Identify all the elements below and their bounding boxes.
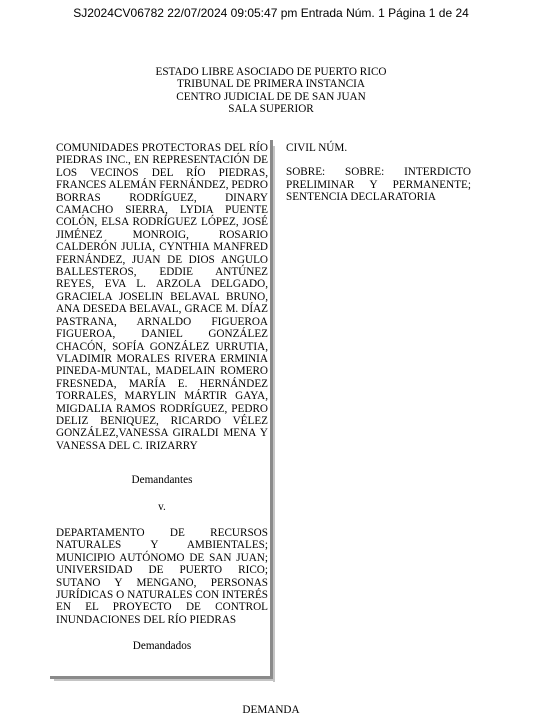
plaintiffs-role: Demandantes (131, 474, 193, 487)
court-line-chamber: SALA SUPERIOR (228, 103, 314, 116)
civil-number: CIVIL NÚM. (286, 142, 348, 154)
caption-parties (56, 142, 268, 653)
caption-vertical-rule-shadow (273, 146, 275, 682)
versus-label: v. (158, 500, 166, 513)
court-line-commonwealth: ESTADO LIBRE ASOCIADO DE PUERTO RICO (155, 66, 387, 78)
defendants-names: DEPARTAMENTO DE RECURSOS NATURALES Y AMBIENTALES; MUNICIPIO AUTÓNOMO DE SAN JUAN; UNIVERSIDAD DE PUERTO RICO; SUTANO Y MENGANO, PERSONAS JURÍDICAS O NATURALES CON INTERÉS EN EL PROYECTO DE CONTROL INUNDACIONES DEL RÍO PIEDRAS (56, 526, 268, 626)
case-matter: SOBRE: SOBRE: INTERDICTO PRELIMINAR Y PERMANENTE; SENTENCIA DECLARATORIA (286, 166, 471, 204)
document-title: DEMANDA (242, 704, 300, 716)
court-line-judicial-center: CENTRO JUDICIAL DE DE SAN JUAN (176, 90, 366, 103)
case-details (286, 142, 471, 204)
filing-stamp: SJ2024CV06782 22/07/2024 09:05:47 pm Entrada Núm. 1 Página 1 de 24 (73, 6, 469, 20)
court-heading (0, 66, 542, 116)
defendants-role: Demandados (132, 640, 192, 653)
court-line-tribunal: TRIBUNAL DE PRIMERA INSTANCIA (177, 78, 365, 91)
plaintiffs-names: COMUNIDADES PROTECTORAS DEL RÍO PIEDRAS INC., EN REPRESENTACIÓN DE LOS VECINOS DEL RÍO PIEDRAS, FRANCES ALEMÁN FERNÁNDEZ, PEDRO BORRAS RODRÍGUEZ, DINARY CAMACHO SIERRA, LYDIA PUENTE COLÓN, ELSA RODRÍGUEZ LÓPEZ, JOSÉ JIMÉNEZ MONROIG, ROSARIO CALDERÓN JULIA, CYNTHIA MANFRED FERNÁNDEZ, JUAN DE DIOS ANGULO BALLESTEROS, EDDIE ANTÚNEZ REYES, EVA L. ARZOLA DELGADO, GRACIELA JOSELIN BELAVAL BRUNO, ANA DESEDA BELAVAL, GRACE M. DÍAZ PASTRANA, ARNALDO FIGUEROA FIGUEROA, DANIEL GONZÁLEZ CHACÓN, SOFÍA GONZÁLEZ URRUTIA, VLADIMIR MORALES RIVERA ERMINIA PINEDA-MUNTAL, MADELAIN ROMERO FRESNEDA, MARÍA E. HERNÁNDEZ TORRALES, MARYLIN MÁRTIR GAYA, MIGDALIA RAMOS RODRÍGUEZ, PEDRO DELIZ BENIQUEZ, RICARDO VÉLEZ GONZÁLEZ,VANESSA GIRALDI MENA Y VANESSA DEL C. IRIZARRY (56, 142, 268, 452)
caption-horizontal-rule-shadow (54, 679, 275, 681)
